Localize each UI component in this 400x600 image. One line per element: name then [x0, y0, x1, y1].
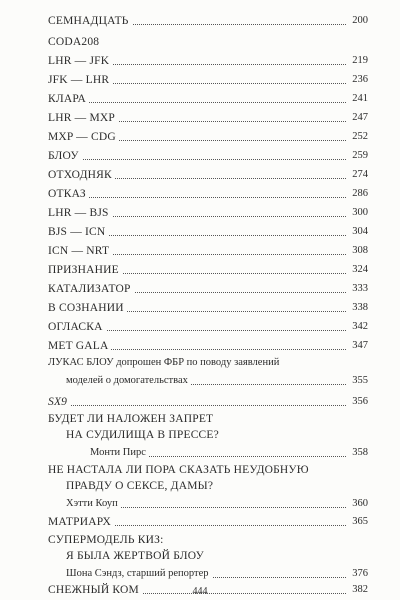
toc-entry	[48, 223, 368, 239]
toc-entry-page: 252	[352, 131, 368, 142]
toc-entry-page: 304	[352, 226, 368, 237]
toc-entry	[48, 109, 368, 125]
toc-entry	[66, 372, 368, 388]
toc-entry-page: 236	[352, 74, 368, 85]
toc-entry	[48, 280, 368, 296]
toc-entry-title: КЛАРА	[48, 92, 89, 106]
toc-entry-page: 355	[352, 375, 368, 386]
toc-entry-page: 274	[352, 169, 368, 180]
toc-entry-page: 241	[352, 93, 368, 104]
toc-entry	[48, 393, 368, 409]
toc-entry	[48, 261, 368, 277]
toc-entry-page: 356	[352, 396, 368, 407]
toc-entry-title: КАТАЛИЗАТОР	[48, 282, 134, 296]
toc-entry-page: 376	[352, 568, 368, 579]
toc-entry	[48, 90, 368, 106]
toc-entry-title: СЕМНАДЦАТЬ	[48, 14, 132, 28]
toc-entry-page: 324	[352, 264, 368, 275]
toc-entry-title: ПРИЗНАНИЕ	[48, 263, 122, 277]
toc-entry-title: моделей о домогательствах	[66, 374, 191, 388]
toc-entry	[48, 12, 368, 28]
toc-entry-page: 259	[352, 150, 368, 161]
toc-entry	[48, 147, 368, 163]
toc-entry-page: 358	[352, 447, 368, 458]
toc-entry-page: 308	[352, 245, 368, 256]
toc-entry-author: Шона Сэндз, старший репортер	[66, 567, 212, 581]
toc-entry	[66, 565, 368, 581]
toc-entry	[48, 242, 368, 258]
toc-entry-title: JFK — LHR	[48, 73, 112, 87]
dot-leader	[48, 102, 346, 103]
toc-entry-title: ЛУКАС БЛОУ допрошен ФБР по поводу заявлений	[48, 357, 280, 368]
toc-entry	[48, 318, 368, 334]
toc-entry-page: 360	[352, 498, 368, 509]
toc-entry-page: 286	[352, 188, 368, 199]
toc-entry-title: LHR — MXP	[48, 111, 118, 125]
toc-entry	[48, 52, 368, 68]
toc-entry-page: 338	[352, 302, 368, 313]
toc-entry-author: Монти Пирс	[90, 446, 149, 460]
toc-entry	[48, 299, 368, 315]
toc-entry	[48, 337, 368, 353]
toc-entry-title: В СОЗНАНИИ	[48, 301, 127, 315]
toc-entry-page: 342	[352, 321, 368, 332]
toc-entry-title: БЛОУ	[48, 149, 82, 163]
dot-leader	[48, 197, 346, 198]
toc-entry-title: MXP — CDG	[48, 130, 119, 144]
toc-entry-page: 247	[352, 112, 368, 123]
toc-entry-title: БУДЕТ ЛИ НАЛОЖЕН ЗАПРЕТ	[48, 413, 214, 425]
dot-leader	[48, 405, 346, 406]
toc-entry-title: ОГЛАСКА	[48, 320, 106, 334]
toc-entry-page: 333	[352, 283, 368, 294]
toc-entry	[48, 204, 368, 220]
toc-entry-title: ОТКАЗ	[48, 187, 89, 201]
dot-leader	[48, 159, 346, 160]
toc-entry	[48, 513, 368, 529]
toc-entry-page: 219	[352, 55, 368, 66]
toc-entry-title: ПРАВДУ О СЕКСЕ, ДАМЫ?	[66, 480, 214, 492]
toc-entry-title: SX9	[48, 395, 70, 409]
toc-entry	[48, 185, 368, 201]
toc-entry-title: CODA208	[48, 36, 100, 48]
toc-entry-page: 347	[352, 340, 368, 351]
toc-entry	[48, 166, 368, 182]
toc-entry-page: 200	[352, 15, 368, 26]
toc-entry-title: MET GALA	[48, 339, 111, 353]
toc-entry-title: МАТРИАРХ	[48, 515, 114, 529]
toc-entry-title: НЕ НАСТАЛА ЛИ ПОРА СКАЗАТЬ НЕУДОБНУЮ	[48, 464, 309, 476]
toc-entry-title: СНЕЖНЫЙ КОМ	[48, 583, 142, 597]
toc-entry	[48, 128, 368, 144]
toc-entry-title: НА СУДИЛИЩА В ПРЕССЕ?	[66, 429, 219, 441]
toc-entry-title: СУПЕРМОДЕЛЬ КИЗ:	[48, 534, 164, 546]
toc-entry-title: ОТХОДНЯК	[48, 168, 115, 182]
toc-entry-title: LHR — BJS	[48, 206, 112, 220]
toc-entry	[48, 71, 368, 87]
toc-entry-title: BJS — ICN	[48, 225, 108, 239]
toc-entry-title: Я БЫЛА ЖЕРТВОЙ БЛОУ	[66, 550, 204, 562]
toc-entry-page: 365	[352, 516, 368, 527]
toc-entry-page: 300	[352, 207, 368, 218]
toc-entry-page: 382	[352, 584, 368, 595]
toc-entry-title: LHR — JFK	[48, 54, 112, 68]
toc-entry	[66, 495, 368, 511]
toc-entry-author: Хэтти Коуп	[66, 497, 121, 511]
toc-entry-title: ICN — NRT	[48, 244, 112, 258]
toc-entry	[90, 444, 368, 460]
page-number: 444	[192, 586, 208, 597]
